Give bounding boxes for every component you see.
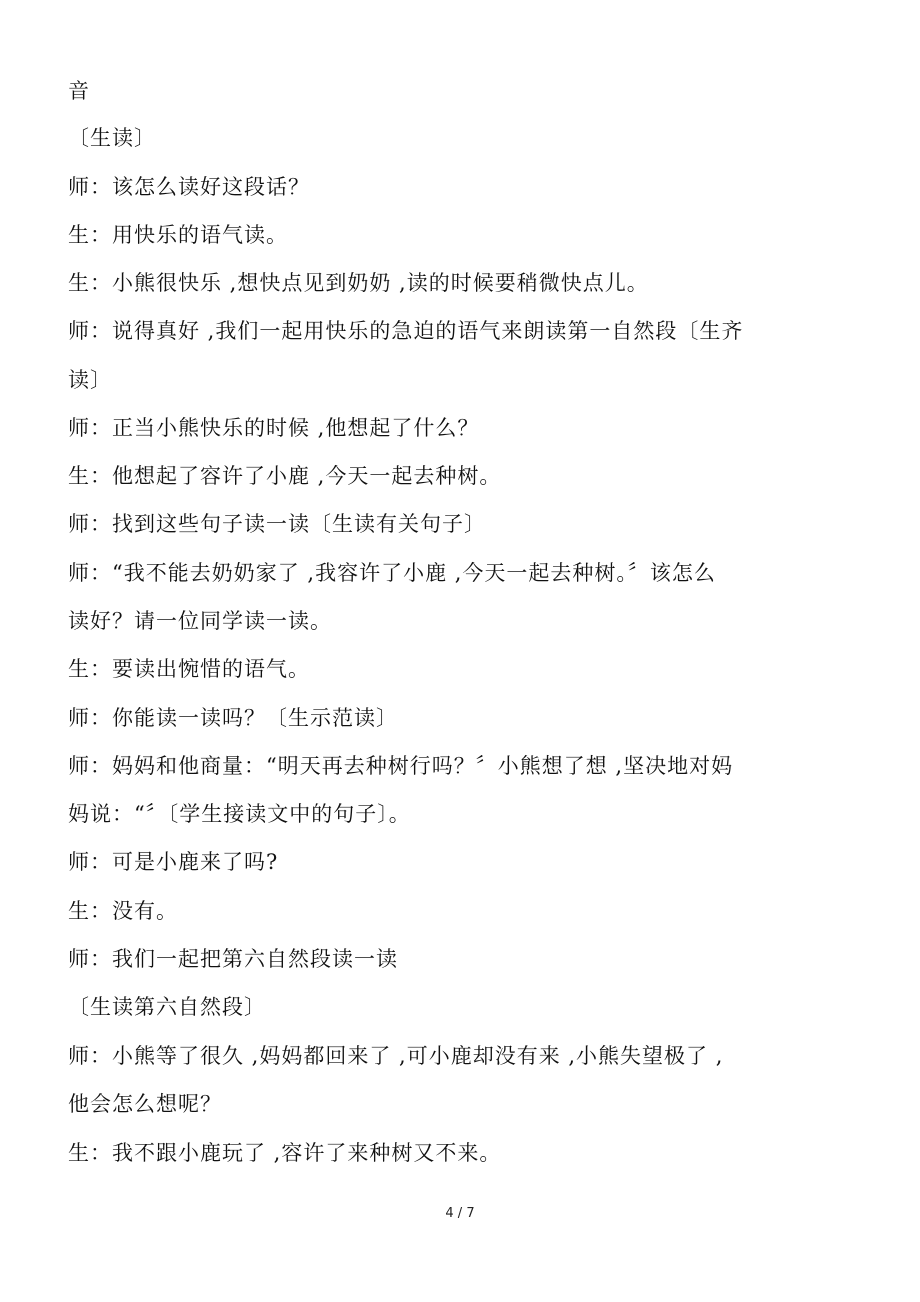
text-line: 生：小熊很快乐 ,想快点见到奶奶 ,读的时候要稍微快点儿。 — [68, 271, 649, 295]
text-line: 〔生读第六自然段〕 — [68, 995, 266, 1019]
text-line: 他会怎么想呢？ — [68, 1092, 222, 1116]
text-line: 师：妈妈和他商量：“明天再去种树行吗？〞小熊想了想 ,坚决地对妈 — [68, 754, 734, 778]
text-line: 妈说：“〞〔学生接读文中的句子〕。 — [68, 802, 411, 826]
text-line: 生：没有。 — [68, 899, 178, 923]
page-number: 4 / 7 — [445, 1206, 475, 1221]
text-line: 音 — [68, 79, 90, 103]
text-line: 师：找到这些句子读一读〔生读有关句子〕 — [68, 512, 486, 536]
text-line: 生：用快乐的语气读。 — [68, 223, 288, 247]
text-line: 师：正当小熊快乐的时候 ,他想起了什么？ — [68, 416, 480, 440]
text-line: 师：“我不能去奶奶家了 ,我容许了小鹿 ,今天一起去种树。〞该怎么 — [68, 561, 716, 585]
text-line: 生：要读出惋惜的语气。 — [68, 657, 310, 681]
text-line: 读〕 — [68, 368, 112, 392]
text-line: 读好？请一位同学读一读。 — [68, 609, 332, 633]
text-line: 师：该怎么读好这段话？ — [68, 175, 310, 199]
text-line: 师：你能读一读吗？〔生示范读〕 — [68, 706, 398, 730]
text-line: 生：他想起了容许了小鹿 ,今天一起去种树。 — [68, 464, 502, 488]
text-line: 师：说得真好 ,我们一起用快乐的急迫的语气来朗读第一自然段〔生齐 — [68, 319, 744, 343]
text-line: 生：我不跟小鹿玩了 ,容许了来种树又不来。 — [68, 1141, 502, 1165]
text-line: 师：小熊等了很久 ,妈妈都回来了 ,可小鹿却没有来 ,小熊失望极了 , — [68, 1044, 724, 1068]
text-line: 师：我们一起把第六自然段读一读 — [68, 947, 398, 971]
text-line: 师：可是小鹿来了吗? — [68, 850, 279, 874]
text-line: 〔生读〕 — [68, 126, 156, 150]
